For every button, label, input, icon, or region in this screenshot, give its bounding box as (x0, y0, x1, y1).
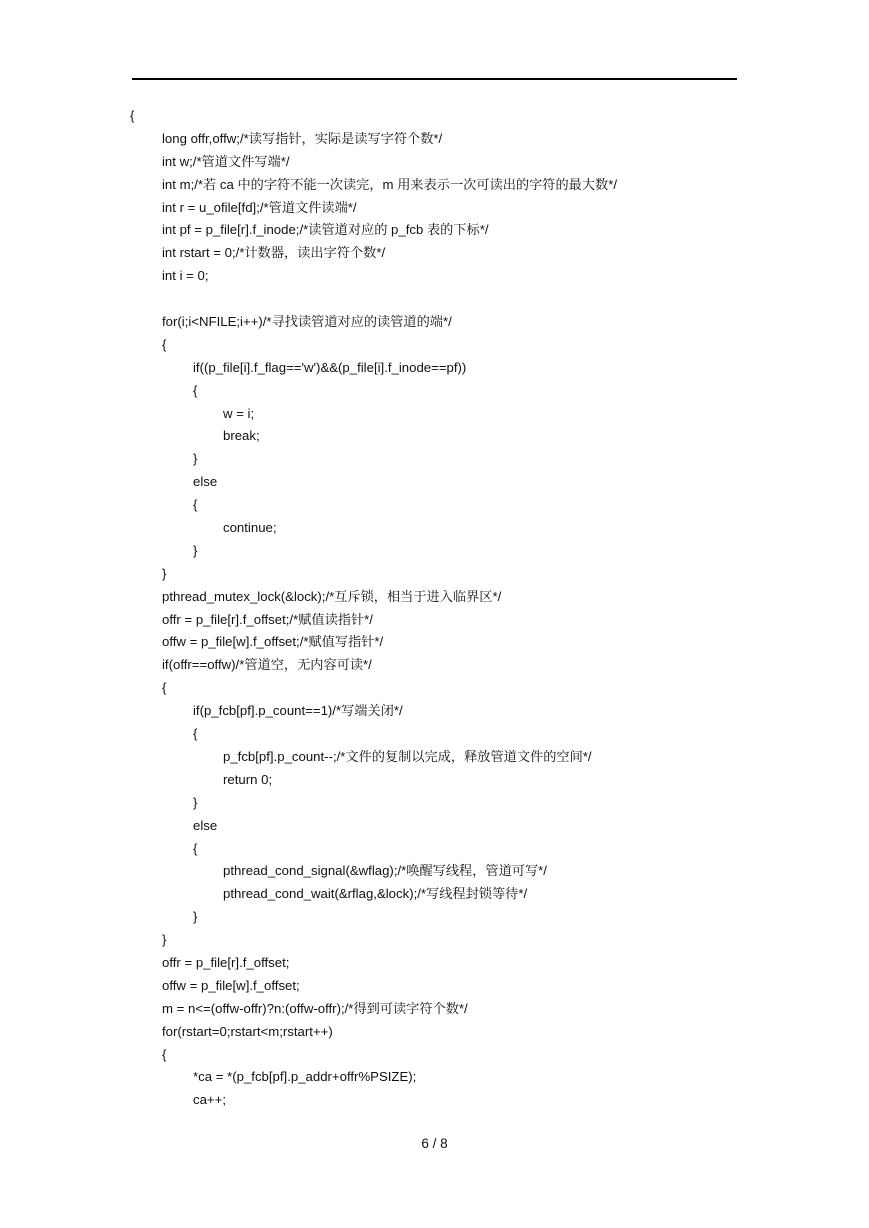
code-line: pthread_cond_signal(&wflag);/*唤醒写线程，管道可写*/ (223, 863, 547, 879)
code-line: } (162, 932, 167, 948)
code-line: if(p_fcb[pf].p_count==1)/*写端关闭*/ (193, 703, 403, 719)
code-line: long offr,offw;/*读写指针，实际是读写字符个数*/ (162, 130, 443, 146)
code-line: for(i;i<NFILE;i++)/*寻找读管道对应的读管道的端*/ (162, 314, 452, 330)
code-line: { (162, 1046, 167, 1062)
code-line: else (193, 474, 218, 490)
page-number: 6 / 8 (421, 1136, 448, 1151)
code-line: offr = p_file[r].f_offset;/*赋值读指针*/ (162, 611, 373, 627)
code-line: int pf = p_file[r].f_inode;/*读管道对应的 p_fcb 表的下标*/ (162, 222, 489, 238)
code-line: } (162, 565, 167, 581)
code-line: int w;/*管道文件写端*/ (162, 153, 290, 169)
code-line: pthread_mutex_lock(&lock);/*互斥锁，相当于进入临界区*/ (162, 588, 502, 604)
code-line: offw = p_file[w].f_offset;/*赋值写指针*/ (162, 634, 384, 650)
code-line: { (193, 726, 198, 742)
code-line: { (193, 840, 198, 856)
code-line: { (130, 108, 135, 123)
code-line: else (193, 817, 218, 833)
code-line: ca++; (193, 1092, 226, 1108)
code-line: int r = u_ofile[fd];/*管道文件读端*/ (162, 199, 357, 215)
code-line: int rstart = 0;/*计数器，读出字符个数*/ (162, 245, 386, 261)
code-line: } (193, 909, 198, 925)
code-line: } (193, 542, 198, 558)
code-line: p_fcb[pf].p_count--;/*文件的复制以完成，释放管道文件的空间*/ (223, 748, 592, 764)
code-line: *ca = *(p_fcb[pf].p_addr+offr%PSIZE); (193, 1069, 417, 1085)
code-line: return 0; (223, 771, 273, 787)
code-line: w = i; (223, 405, 255, 421)
code-listing (130, 105, 770, 1112)
code-line: m = n<=(offw-offr)?n:(offw-offr);/*得到可读字符个数*/ (162, 1000, 468, 1016)
code-line: } (193, 794, 198, 810)
code-line (130, 288, 770, 311)
code-line: { (193, 497, 198, 513)
code-line: int m;/*若 ca 中的字符不能一次读完，m 用来表示一次可读出的字符的最大数*/ (162, 176, 617, 192)
code-line: { (193, 382, 198, 398)
code-line: { (162, 336, 167, 352)
code-line: { (162, 680, 167, 696)
code-line: break; (223, 428, 260, 444)
code-line: offw = p_file[w].f_offset; (162, 977, 300, 993)
code-line: offr = p_file[r].f_offset; (162, 954, 290, 970)
code-line: } (193, 451, 198, 467)
code-line: continue; (223, 520, 277, 536)
code-line: if((p_file[i].f_flag=='w')&&(p_file[i].f_inode==pf)) (193, 359, 467, 375)
code-line: if(offr==offw)/*管道空，无内容可读*/ (162, 657, 372, 673)
code-line: pthread_cond_wait(&rflag,&lock);/*写线程封锁等待*/ (223, 886, 528, 902)
code-line: int i = 0; (162, 268, 209, 284)
code-line: for(rstart=0;rstart<m;rstart++) (162, 1023, 333, 1039)
header-rule (132, 78, 737, 80)
